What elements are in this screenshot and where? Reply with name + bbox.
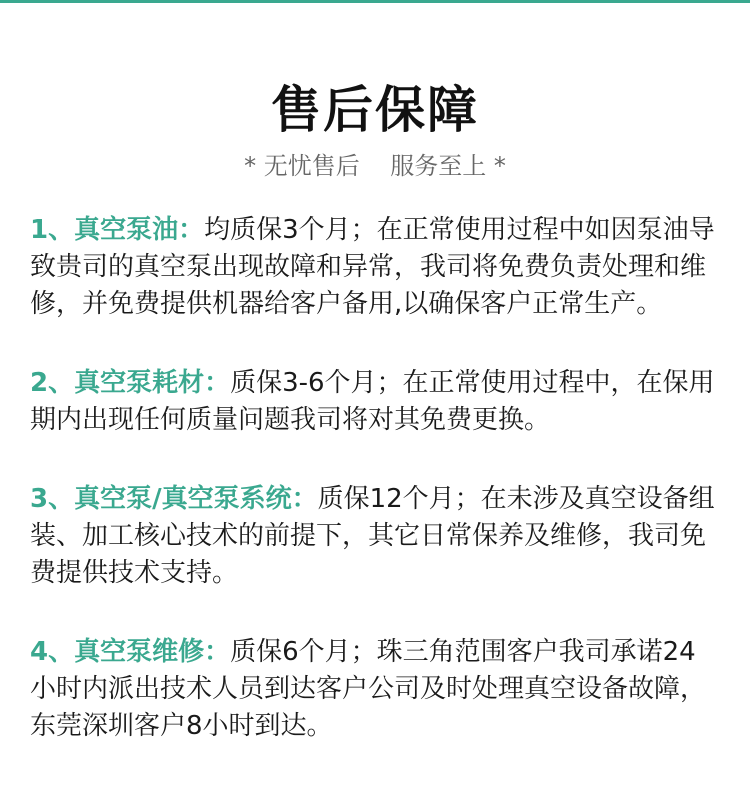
warranty-item-body: 质保3-6个月；在正常使用过程中，在保用期内出现任何质量问题我司将对其免费更换。 bbox=[30, 368, 715, 435]
warranty-item-heading: 3、真空泵/真空泵系统： bbox=[30, 484, 318, 514]
warranty-item-heading: 1、真空泵油： bbox=[30, 215, 205, 245]
top-accent-line bbox=[0, 0, 750, 3]
warranty-item-heading: 2、真空泵耗材： bbox=[30, 368, 231, 398]
page-title: 售后保障 bbox=[271, 81, 479, 139]
warranty-list bbox=[30, 212, 720, 787]
warranty-item-pump-oil bbox=[30, 212, 720, 323]
warranty-item-heading: 4、真空泵维修： bbox=[30, 637, 231, 667]
warranty-item-body: 质保6个月；珠三角范围客户我司承诺24小时内派出技术人员到达客户公司及时处理真空设备故障，东莞深圳客户8小时到达。 bbox=[30, 637, 707, 741]
warranty-item-body: 质保12个月；在未涉及真空设备组装、加工核心技术的前提下，其它日常保养及维修，我司免费提供技术支持。 bbox=[30, 484, 715, 588]
warranty-item-body: 均质保3个月；在正常使用过程中如因泵油导致贵司的真空泵出现故障和异常，我司将免费负责处理和维修，并免费提供机器给客户备用,以确保客户正常生产。 bbox=[30, 215, 715, 319]
warranty-item-pump-system bbox=[30, 481, 720, 592]
warranty-item-consumables bbox=[30, 365, 720, 439]
page-subtitle: * 无忧售后 服务至上 * bbox=[244, 152, 506, 180]
warranty-item-repair bbox=[30, 634, 720, 745]
